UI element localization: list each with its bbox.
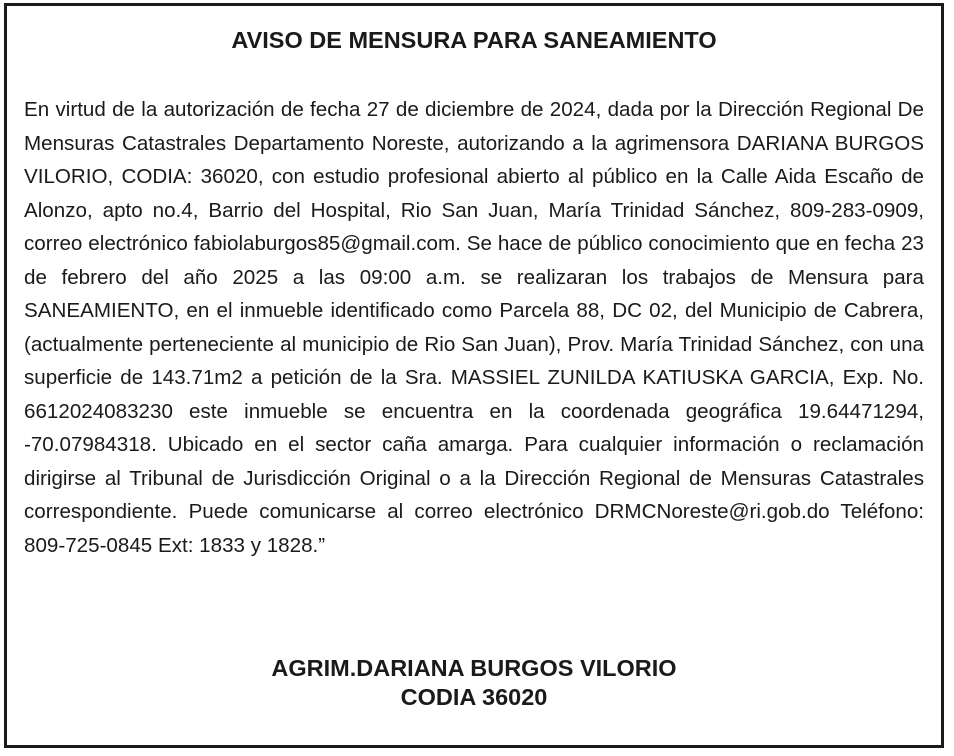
signature-codia: CODIA 36020: [400, 684, 548, 710]
notice-box: [4, 3, 944, 748]
notice-title: AVISO DE MENSURA PARA SANEAMIENTO: [231, 27, 717, 53]
signature-block: [7, 654, 941, 712]
signature-name: AGRIM.DARIANA BURGOS VILORIO: [271, 655, 677, 681]
notice-body: En virtud de la autorización de fecha 27 de diciembre de 2024, dada por la Dirección Regional De Mensuras Catastrales Departamento Noreste, autorizando a la agrimensora DARIANA BURGOS VILORIO, CODIA: 36020, con estudio profesional abierto al público en la Calle Aida Escaño de Alonzo, apto no.4, Barrio del Hospital, Rio San Juan, María Trinidad Sánchez, 809-283-0909, correo electrónico fabiolaburgos85@gmail.com. Se hace de público conocimiento que en fecha 23 de febrero del año 2025 a las 09:00 a.m. se realizaran los trabajos de Mensura para SANEAMIENTO, en el inmueble identificado como Parcela 88, DC 02, del Municipio de Cabrera, (actualmente perteneciente al municipio de Rio San Juan), Prov. María Trinidad Sánchez, con una superficie de 143.71m2 a petición de la Sra. MASSIEL ZUNILDA KATIUSKA GARCIA, Exp. No. 6612024083230 este inmueble se encuentra en la coordenada geográfica 19.64471294, -70.07984318. Ubicado en el sector caña amarga. Para cualquier información o reclamación dirigirse al Tribunal de Jurisdicción Original o a la Dirección Regional de Mensuras Catastrales correspondiente. Puede comunicarse al correo electrónico DRMCNoreste@ri.gob.do Teléfono: 809-725-0845 Ext: 1833 y 1828.”: [24, 98, 924, 557]
